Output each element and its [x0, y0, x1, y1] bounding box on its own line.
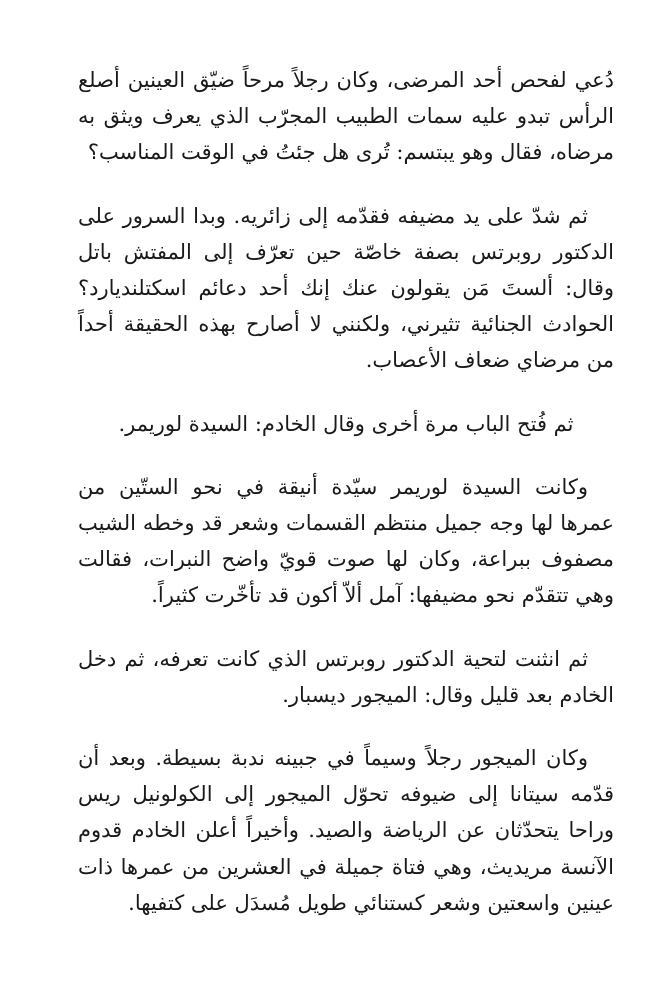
paragraph-3: ثم فُتح الباب مرة أخرى وقال الخادم: السيدة لوريمر. — [118, 411, 574, 436]
paragraph-6: وكان الميجور رجلاً وسيماً في جبينه ندبة بسيطة. وبعد أن قدّمه سيتانا إلى ضيوفه تحوّل الميجور إلى الكولونيل ريس وراحا يتحدّثان عن الرياضة والصيد. وأخيراً أعلن الخادم قدوم الآنسة مريديث، وهي فتاة جميلة في العشرين من عمرها ذات عينين واسعتين وشعر كستنائي طويل مُسدَل على كتفيها. — [78, 746, 614, 915]
paragraph-5: ثم انثنت لتحية الدكتور روبرتس الذي كانت تعرفه، ثم دخل الخادم بعد قليل وقال: الميجور ديسبار. — [78, 646, 614, 707]
page-body — [78, 62, 614, 948]
paragraph-2: ثم شدّ على يد مضيفه فقدّمه إلى زائريه. وبدا السرور على الدكتور روبرتس بصفة خاصّة حين تعرّف إلى المفتش باتل وقال: ألستَ مَن يقولون عنك إنك أحد دعائم اسكتلنديارد؟ الحوادث الجنائية تثيرني، ولكنني لا أصارح بهذه الحقيقة أحداً من مرضاي ضعاف الأعصاب. — [78, 203, 614, 373]
paragraph-4: وكانت السيدة لوريمر سيّدة أنيقة في نحو الستّين من عمرها لها وجه جميل منتظم القسمات وشعر قد وخطه الشيب مصفوف ببراعة، وكان لها صوت قويّ واضح النبرات، فقالت وهي تتقدّم نحو مضيفها: آمل ألاّ أكون قد تأخّرت كثيراً. — [78, 474, 614, 608]
paragraph-1: دُعي لفحص أحد المرضى، وكان رجلاً مرحاً ضيّق العينين أصلع الرأس تبدو عليه سمات الطبيب المجرّب الذي يعرف ويثق به مرضاه، فقال وهو يبتسم: تُرى هل جئتُ في الوقت المناسب؟ — [78, 68, 614, 165]
